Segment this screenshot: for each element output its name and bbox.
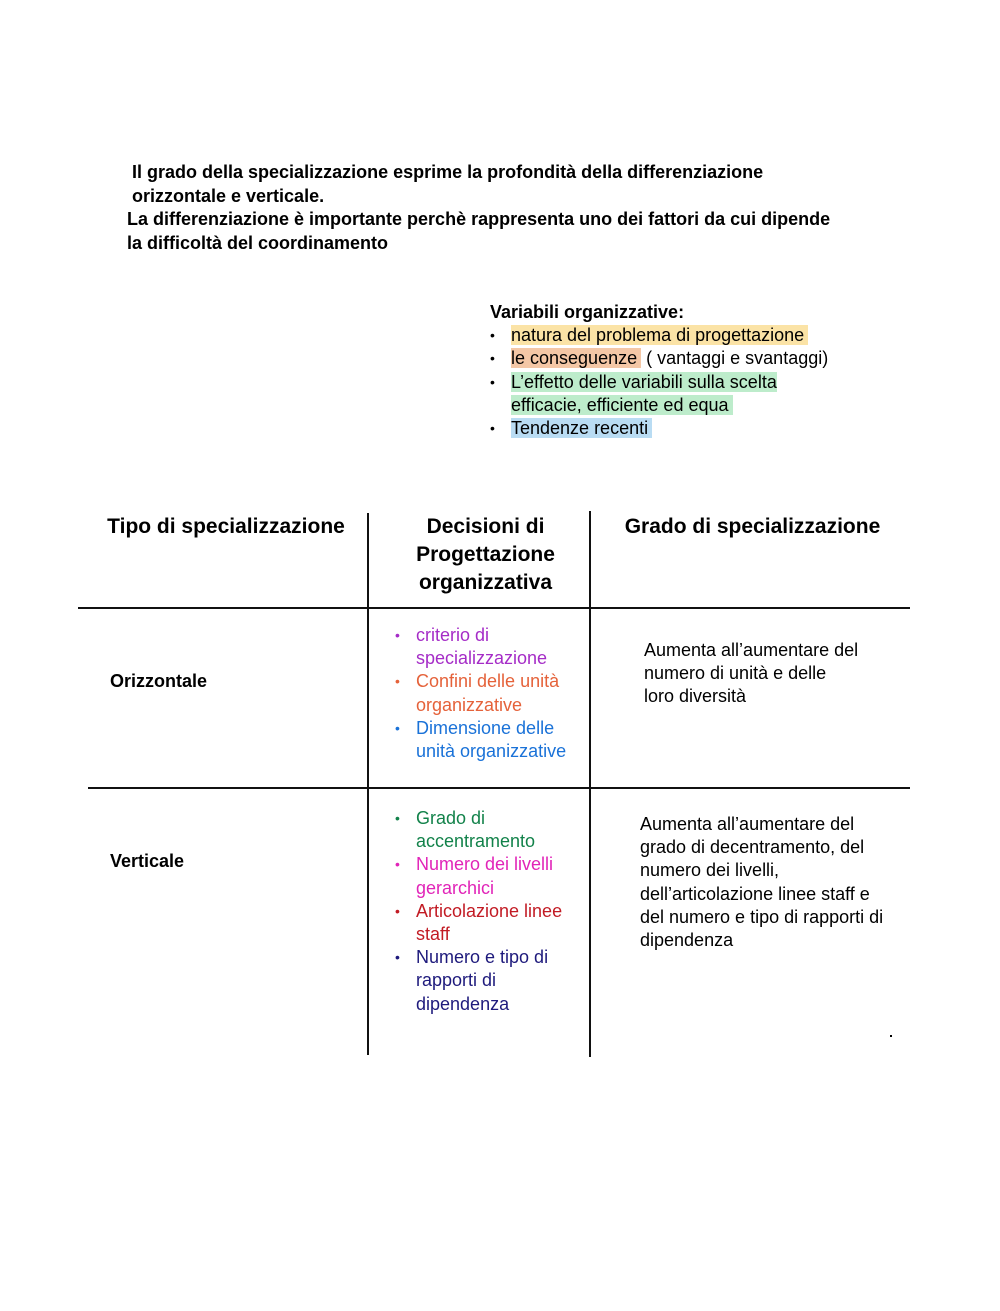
variable-rest: ( vantaggi e svantaggi) (641, 348, 829, 369)
stray-dot (890, 1035, 892, 1037)
decision-item (395, 946, 580, 1016)
decision-text: Numero e tipo di rapporti di dipendenza (416, 947, 549, 1014)
variable-item (490, 324, 910, 347)
bullet-icon: • (490, 350, 495, 367)
variables-title: Variabili organizzative: (490, 302, 685, 322)
decision-text: Grado di accentramento (416, 808, 536, 852)
decisions-list-orizzontale (395, 624, 580, 763)
decision-text: Numero dei livelli gerarchici (416, 854, 554, 898)
bullet-icon: • (395, 673, 400, 690)
bullet-icon: • (395, 810, 400, 826)
decisions-list-verticale (395, 807, 580, 1016)
intro-line-1: Il grado della specializzazione esprime la profondità della differenziazione orizzontale e verticale. (132, 162, 764, 206)
decision-item (395, 807, 580, 853)
variable-item (490, 417, 910, 440)
degree-orizzontale: Aumenta all’aumentare del numero di unità e delle loro diversità (644, 640, 859, 707)
decision-item (395, 670, 580, 716)
bullet-icon: • (395, 856, 400, 873)
bullet-icon: • (395, 902, 400, 919)
decision-item (395, 717, 580, 763)
decision-text: Confini delle unità organizzative (416, 671, 560, 715)
variables-block (490, 301, 910, 440)
decision-item (395, 900, 580, 946)
bullet-icon: • (395, 627, 400, 643)
header-tipo: Tipo di specializzazione (107, 515, 345, 538)
variables-list (490, 324, 910, 440)
degree-verticale: Aumenta all’aumentare del grado di decentramento, del numero dei livelli, dell’articolazione linee staff e del numero e tipo di rapporti di dipendenza (640, 814, 884, 951)
table-divider-row (88, 787, 910, 789)
header-decisioni: Decisioni di Progettazione organizzativa (416, 515, 555, 594)
intro-line-2: La differenziazione è importante perchè rappresenta uno dei fattori da cui dipende la difficoltà del coordinamento (127, 209, 831, 253)
decision-item (395, 624, 580, 670)
bullet-icon: • (490, 420, 495, 437)
row-label-orizzontale: Orizzontale (110, 671, 208, 691)
decision-text: Dimensione delle unità organizzative (416, 717, 567, 762)
bullet-icon: • (395, 949, 400, 966)
variable-item (490, 347, 910, 370)
variable-highlight: natura del problema di progettazione (511, 325, 808, 345)
variable-highlight: Tendenze recenti (511, 418, 652, 438)
table-divider-header (78, 607, 910, 609)
decision-item (395, 853, 580, 899)
decision-text: criterio di specializzazione (416, 625, 548, 669)
bullet-icon: • (490, 327, 495, 344)
variable-item (490, 371, 811, 417)
header-grado: Grado di specializzazione (624, 515, 881, 538)
row-label-verticale: Verticale (110, 851, 185, 871)
variable-highlight: L’effetto delle variabili sulla scelta efficacie, efficiente ed equa (511, 371, 777, 415)
variable-highlight: le conseguenze (511, 348, 641, 368)
bullet-icon: • (490, 373, 495, 390)
intro-text (127, 161, 847, 255)
table-column-divider-1 (367, 513, 369, 1055)
table-column-divider-2 (589, 511, 591, 1057)
bullet-icon: • (395, 719, 400, 736)
decision-text: Articolazione linee staff (416, 900, 563, 945)
